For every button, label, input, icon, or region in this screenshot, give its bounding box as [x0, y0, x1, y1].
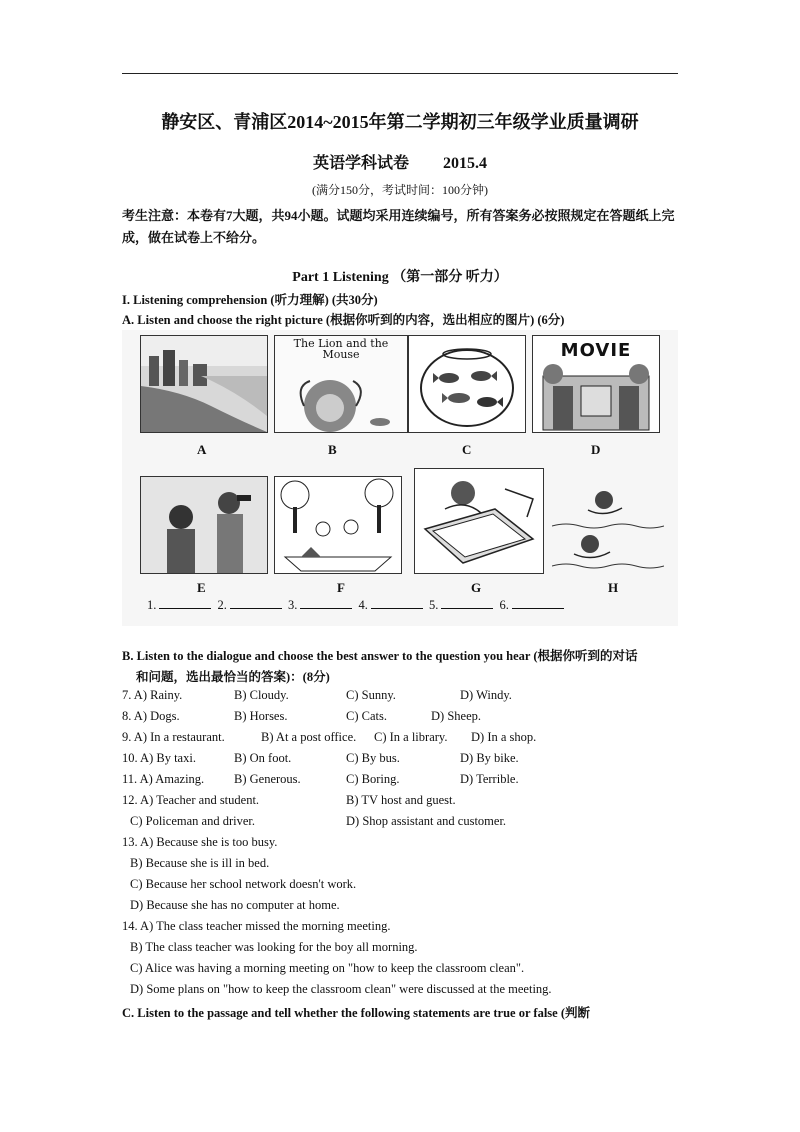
tablet-drawing-icon	[415, 469, 543, 573]
answer-blank-6[interactable]	[512, 598, 564, 609]
picture-letter-b: B	[328, 442, 337, 457]
q10-option-a: 10. A) By taxi.	[122, 751, 196, 765]
answer-blank-5[interactable]	[441, 598, 493, 609]
picture-g	[414, 468, 544, 574]
q11-option-b: B) Generous.	[234, 772, 301, 786]
section-B-heading: B. Listen to the dialogue and choose the best answer to the question you hear (根据你听到的对话	[122, 649, 638, 663]
answer-blank-2[interactable]	[230, 598, 282, 609]
blank-number-5: 5.	[429, 598, 439, 612]
swimming-drawing-icon	[552, 476, 664, 572]
picture-letter-g: G	[471, 580, 482, 595]
exam-subtitle	[0, 150, 800, 173]
fish-bowl-icon	[409, 336, 525, 432]
answer-blanks	[147, 598, 567, 613]
top-rule	[122, 73, 678, 74]
full-score-note: (满分150分，考试时间：100分钟)	[312, 183, 488, 197]
blank-number-4: 4.	[358, 598, 368, 612]
answer-blank-3[interactable]	[300, 598, 352, 609]
q12-option-c: C) Policeman and driver.	[130, 814, 255, 828]
q11-option-c: C) Boring.	[346, 772, 400, 786]
q8-option-d: D) Sheep.	[431, 709, 481, 723]
subject-label: 英语学科试卷	[312, 155, 409, 172]
picture-letter-h: H	[608, 580, 619, 595]
q9-option-d: D) In a shop.	[471, 730, 537, 744]
picture-b	[274, 335, 408, 433]
book-cover-title: The Lion and the Mouse	[293, 337, 389, 361]
question-8	[122, 709, 682, 729]
q13-option-b: B) Because she is ill in bed.	[130, 856, 270, 870]
picture-letter-d: D	[591, 442, 601, 457]
q12-option-a: 12. A) Teacher and student.	[122, 793, 260, 807]
movie-sign: MOVIE	[560, 340, 632, 361]
q7-option-c: C) Sunny.	[346, 688, 396, 702]
picture-f	[274, 476, 402, 574]
q11-option-a: 11. A) Amazing.	[122, 772, 205, 786]
picture-c	[408, 335, 526, 433]
answer-blank-4[interactable]	[371, 598, 423, 609]
question-7	[122, 688, 682, 708]
picture-letter-f: F	[337, 580, 345, 595]
blank-number-3: 3.	[288, 598, 298, 612]
q7-option-b: B) Cloudy.	[234, 688, 289, 702]
picture-d	[532, 335, 660, 433]
part1-title: Part 1 Listening （第一部分 听力）	[292, 270, 508, 285]
q14-option-d: D) Some plans on "how to keep the classroom clean" were discussed at the meeting.	[130, 982, 552, 996]
q13-option-a: 13. A) Because she is too busy.	[122, 835, 278, 849]
q9-option-b: B) At a post office.	[261, 730, 357, 744]
answer-blank-1[interactable]	[159, 598, 211, 609]
question-11	[122, 772, 682, 792]
section-C-heading: C. Listen to the passage and tell whether the following statements are true or false (判断	[122, 1006, 591, 1020]
section-A-heading: A. Listen and choose the right picture (根据你听到的内容，选出相应的图片) (6分)	[122, 313, 565, 327]
blank-number-2: 2.	[217, 598, 227, 612]
q14-option-b: B) The class teacher was looking for the boy all morning.	[130, 940, 418, 954]
picture-letter-a: A	[197, 442, 207, 457]
picnic-drawing-icon	[275, 477, 401, 573]
q8-option-b: B) Horses.	[234, 709, 288, 723]
q14-option-a: 14. A) The class teacher missed the morning meeting.	[122, 919, 391, 933]
question-10	[122, 751, 682, 771]
exam-title: 静安区、青浦区2014~2015年第二学期初三年级学业质量调研	[161, 112, 639, 132]
q7-option-d: D) Windy.	[460, 688, 512, 702]
question-9	[122, 730, 682, 750]
q10-option-d: D) By bike.	[460, 751, 519, 765]
picture-e	[140, 476, 268, 574]
section-B-heading-cont: 和问题，选出最恰当的答案)：(8分)	[136, 670, 330, 684]
picture-h	[552, 476, 664, 572]
blank-number-6: 6.	[499, 598, 509, 612]
question-12-row2	[122, 814, 682, 834]
q12-option-b: B) TV host and guest.	[346, 793, 456, 807]
q7-option-a: 7. A) Rainy.	[122, 688, 183, 702]
q14-option-c: C) Alice was having a morning meeting on "how to keep the classroom clean".	[130, 961, 525, 975]
section-I-heading: I. Listening comprehension (听力理解) (共30分)	[122, 293, 378, 307]
question-12-row1	[122, 793, 682, 813]
q10-option-b: B) On foot.	[234, 751, 292, 765]
q13-option-c: C) Because her school network doesn't work.	[130, 877, 357, 891]
q9-option-c: C) In a library.	[374, 730, 448, 744]
q11-option-d: D) Terrible.	[460, 772, 519, 786]
exam-date: 2015.4	[443, 155, 487, 172]
q10-option-c: C) By bus.	[346, 751, 400, 765]
q12-option-d: D) Shop assistant and customer.	[346, 814, 507, 828]
picture-letter-e: E	[197, 580, 206, 595]
friends-photo-icon	[141, 477, 267, 573]
city-beach-photo-icon	[141, 336, 267, 432]
blank-number-1: 1.	[147, 598, 157, 612]
q8-option-c: C) Cats.	[346, 709, 387, 723]
candidate-notice: 考生注意：本卷有7大题，共94小题。试题均采用连续编号，所有答案务必按照规定在答题纸上完成，做在试卷上不给分。	[122, 208, 675, 245]
picture-a	[140, 335, 268, 433]
q8-option-a: 8. A) Dogs.	[122, 709, 180, 723]
picture-letter-c: C	[462, 442, 472, 457]
q9-option-a: 9. A) In a restaurant.	[122, 730, 225, 744]
q13-option-d: D) Because she has no computer at home.	[130, 898, 340, 912]
